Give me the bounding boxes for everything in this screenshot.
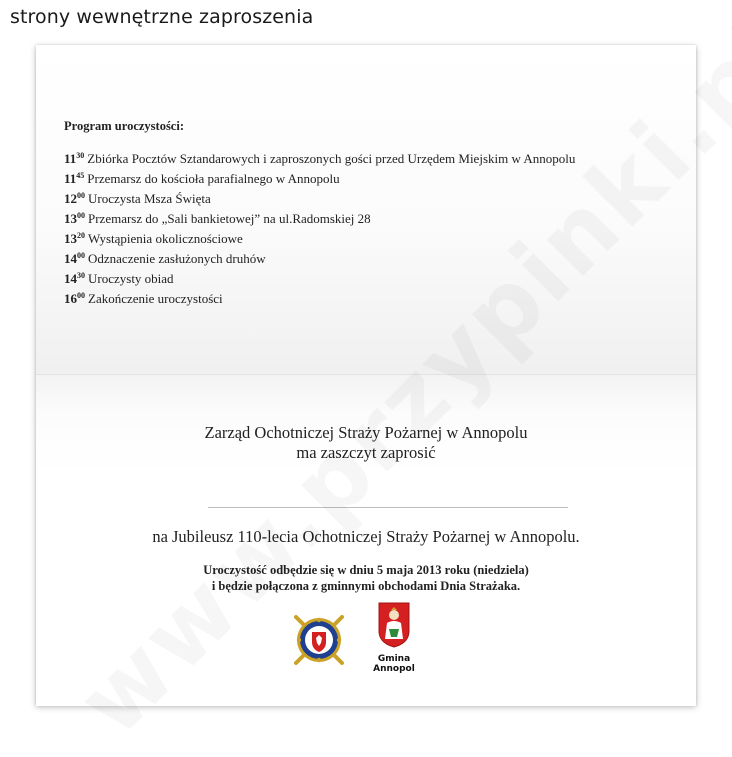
program-item	[64, 266, 575, 286]
program-item-text: Odznaczenie zasłużonych druhów	[88, 251, 266, 266]
program-item-minute: 00	[77, 191, 85, 200]
organizer-line: Zarząd Ochotniczej Straży Pożarnej w Annopolu	[204, 423, 528, 442]
gmina-coat-of-arms-icon	[377, 601, 411, 649]
program-item	[64, 166, 575, 186]
program-list	[64, 146, 575, 306]
fire-brigade-emblem-icon	[288, 609, 350, 671]
program-item-text: Przemarsz do „Sali bankietowej” na ul.Radomskiej 28	[88, 211, 371, 226]
program-item-text: Przemarsz do kościoła parafialnego w Annopolu	[87, 171, 340, 186]
program-item-minute: 00	[77, 211, 85, 220]
program-item-text: Zakończenie uroczystości	[88, 291, 223, 306]
program-item-hour: 13	[64, 211, 77, 226]
event-details	[36, 562, 696, 594]
program-item-hour: 16	[64, 291, 77, 306]
event-date-line: Uroczystość odbędzie się w dniu 5 maja 2013 roku (niedziela)	[203, 563, 529, 577]
invite-line: ma zaszczyt zaprosić	[296, 443, 436, 462]
program-item-text: Uroczysta Msza Święta	[88, 191, 211, 206]
organizer-block	[36, 423, 696, 463]
invitation-card	[36, 45, 696, 705]
program-item	[64, 146, 575, 166]
program-section	[64, 119, 575, 306]
program-item-minute: 45	[76, 171, 85, 180]
program-item	[64, 186, 575, 206]
program-item-hour: 11	[64, 151, 77, 166]
program-item-hour: 12	[64, 191, 77, 206]
program-item-hour: 13	[64, 231, 77, 246]
program-item	[64, 226, 575, 246]
program-item-text: Zbiórka Pocztów Sztandarowych i zaproszonych gości przed Urzędem Miejskim w Annopolu	[87, 151, 576, 166]
jubilee-line: na Jubileusz 110-lecia Ochotniczej Straży Pożarnej w Annopolu.	[152, 527, 580, 546]
page-caption: strony wewnętrzne zaproszenia	[10, 6, 314, 28]
program-item-text: Wystąpienia okolicznościowe	[88, 231, 243, 246]
program-item-hour: 14	[64, 251, 77, 266]
program-item-hour: 11	[64, 171, 77, 186]
gmina-label-line1: Gmina	[377, 654, 411, 664]
divider-line	[208, 507, 568, 508]
program-item-hour: 14	[64, 271, 77, 286]
program-item	[64, 246, 575, 266]
program-item-minute: 00	[77, 291, 85, 300]
gmina-label-line2: Annopol	[373, 664, 415, 674]
program-item	[64, 206, 575, 226]
program-item-text: Uroczysty obiad	[88, 271, 174, 286]
gmina-logo	[366, 601, 422, 681]
program-item-minute: 00	[77, 251, 85, 260]
program-title: Program uroczystości:	[64, 119, 184, 133]
program-item-minute: 30	[76, 151, 85, 160]
program-item	[64, 286, 575, 306]
program-item-minute: 20	[77, 231, 85, 240]
event-combined-line: i będzie połączona z gminnymi obchodami Dnia Strażaka.	[211, 579, 521, 593]
program-item-minute: 30	[77, 271, 85, 280]
